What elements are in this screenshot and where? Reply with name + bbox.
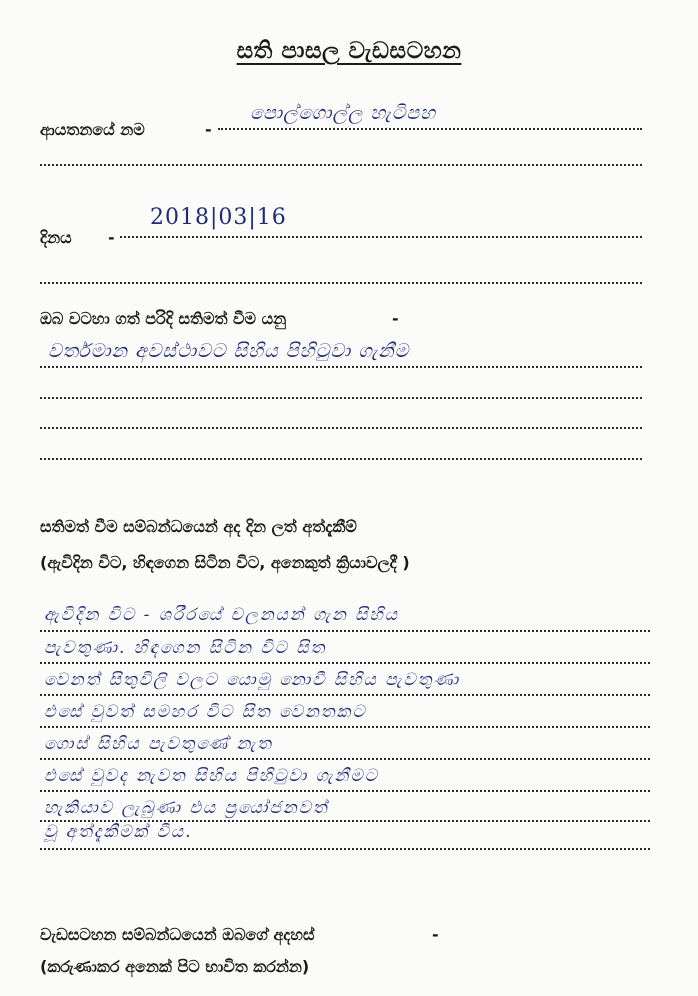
experience-dotline-2 bbox=[40, 662, 650, 664]
date-separator: - bbox=[108, 228, 115, 247]
experience-dotline-7 bbox=[40, 820, 650, 822]
mindfulness-question-separator: - bbox=[392, 309, 399, 328]
experience-answer-line[interactable]: එසේ වුවත් සමහර විට සිත වෙනතකට bbox=[44, 702, 367, 722]
experience-dotline-6 bbox=[40, 790, 650, 792]
program-opinion-separator: - bbox=[432, 925, 439, 944]
institution-separator: - bbox=[205, 120, 212, 139]
institution-value[interactable]: පොල්ගොල්ල හැටිපහ bbox=[250, 102, 437, 124]
experience-dotline-1 bbox=[40, 630, 650, 632]
date-value[interactable]: 2018|03|16 bbox=[150, 205, 287, 230]
experience-answer-line[interactable]: ගොස් සිහිය පැවතුණේ නැත bbox=[44, 734, 273, 754]
program-opinion-sublabel: (කරුණාකර අනෙක් පිට භාවිත කරන්න) bbox=[40, 957, 310, 976]
form-title: සති පාසල වැඩසටහන bbox=[236, 38, 462, 64]
experience-question-sublabel: (ඇවිදින විට, හිඳගෙන සිටින විට, අනෙකුත් ක්‍රියාවලදී ) bbox=[40, 553, 410, 572]
mindfulness-dotline-2 bbox=[40, 397, 642, 399]
experience-dotline-8 bbox=[40, 848, 650, 850]
date-dotline-1 bbox=[120, 236, 642, 238]
experience-question-label: සතිමත් වීම සම්බන්ධයෙන් අද දින ලත් අත්දැකීම් bbox=[40, 517, 357, 536]
experience-answer-line[interactable]: වූ අත්දැකීමක් විය. bbox=[44, 822, 193, 842]
mindfulness-dotline-1 bbox=[40, 366, 642, 368]
experience-answer-line[interactable]: හැකියාව ලැබුණා එය ප්‍රයෝජනවත් bbox=[44, 798, 329, 818]
experience-answer-line[interactable]: එසේ වුවද නැවත සිහිය පිහිටුවා ගැනීමට bbox=[44, 766, 379, 786]
date-dotline-2 bbox=[40, 282, 642, 284]
institution-dotline-1 bbox=[218, 128, 642, 130]
experience-dotline-3 bbox=[40, 694, 650, 696]
experience-answer-line[interactable]: වෙනත් සිතුවිලි වලට යොමු නොවී සිහිය පැවතුණා bbox=[44, 670, 461, 690]
institution-dotline-2 bbox=[40, 164, 642, 166]
program-opinion-label: වැඩසටහන සම්බන්ධයෙන් ඔබගේ අදහස් bbox=[40, 925, 315, 944]
mindfulness-answer[interactable]: වර්තමාන අවස්ථාවට සිහිය පිහිටුවා ගැනීම bbox=[48, 340, 410, 362]
mindfulness-dotline-4 bbox=[40, 458, 642, 460]
experience-answer-line[interactable]: පැවතුණා. හිඳගෙන සිටින විට සිත bbox=[44, 638, 327, 658]
institution-label: ආයතනයේ නම bbox=[40, 120, 145, 139]
experience-answer-line[interactable]: ඇවිදින විට - ශරීරයේ චලනයන් ගැන සිහිය bbox=[44, 605, 399, 625]
experience-dotline-5 bbox=[40, 758, 650, 760]
date-label: දිනය bbox=[40, 228, 72, 247]
mindfulness-question-label: ඔබ වටහා ගත් පරිදි සතිමත් වීම යනු bbox=[40, 309, 287, 328]
experience-dotline-4 bbox=[40, 726, 650, 728]
mindfulness-dotline-3 bbox=[40, 427, 642, 429]
